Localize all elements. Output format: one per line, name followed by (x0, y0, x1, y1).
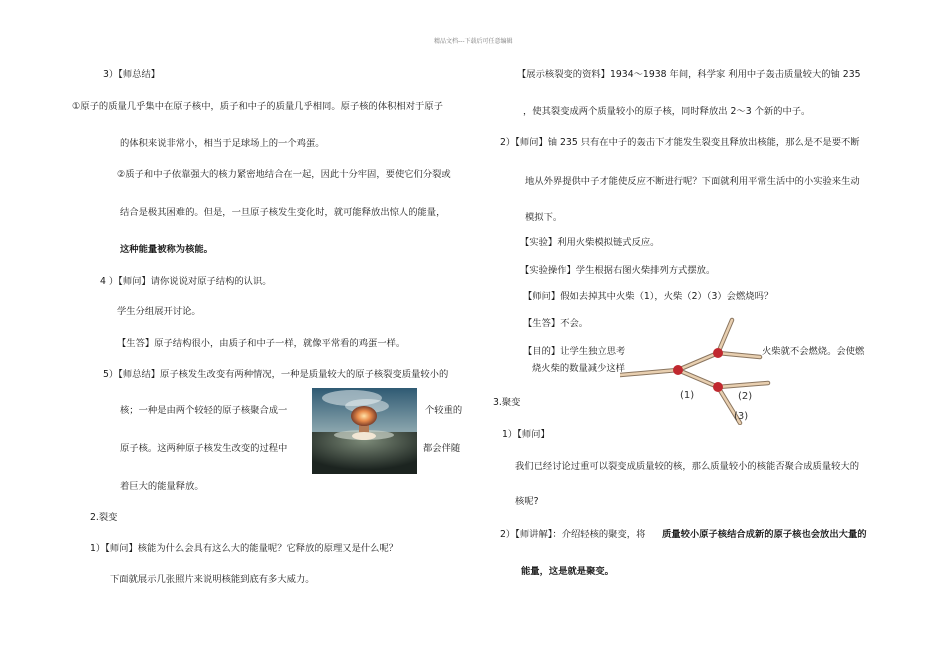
explanation-line-bold: 质量较小原子核结合成新的原子核也会放出大量的 (662, 529, 867, 540)
nuclear-explosion-photo (312, 388, 417, 474)
match-chain-figure (620, 310, 890, 429)
paragraph-line: ②质子和中子依靠强大的核力紧密地结合在一起，因此十分牢固，要使它们分裂或 (117, 169, 451, 180)
paragraph-line: 我们已经讨论过重可以裂变成质量较的核，那么质量较小的核能否聚合成质量较大的 (515, 461, 859, 472)
paragraph-line: 模拟下。 (525, 212, 563, 223)
paragraph-line: 核呢? (515, 496, 539, 507)
question-line: 4 ）【师问】请你说说对原子结构的认识。 (100, 276, 272, 287)
purpose-line: 【目的】让学生独立思考 (523, 346, 626, 357)
paragraph-line: 地从外界提供中子才能使反应不断进行呢？下面就利用平常生活中的小实验来生动 (525, 176, 860, 187)
paragraph-line: 个较重的 (425, 405, 463, 416)
experiment-step-line: 【实验操作】学生根据右图火柴排列方式摆放。 (520, 265, 716, 276)
answer-line: 【生答】原子结构很小，由质子和中子一样，就像平常看的鸡蛋一样。 (117, 338, 406, 349)
section-heading-fusion: 3.聚变 (493, 397, 521, 408)
fusion-definition: 能量，这是就是聚变。 (521, 566, 614, 577)
question-line: 【师问】假如去掉其中火柴（1），火柴（2）（3）会燃烧吗？ (523, 291, 774, 302)
paragraph-line: 学生分组展开讨论。 (117, 306, 201, 317)
paragraph-line: 下面就展示几张照片来说明核能到底有多大威力。 (110, 574, 315, 585)
question-line: 1）【师问】 (502, 429, 550, 440)
section-heading-fission: 2.裂变 (90, 512, 118, 523)
fission-data-line: 【展示核裂变的资料】1934～1938 年间，科学家 利用中子轰击质量较大的铀 235 (517, 69, 861, 80)
page-header: 精品文档---下载后可任意编辑 (434, 38, 513, 45)
match-label: (3) (734, 411, 749, 422)
question-line: 2）【师问】铀 235 只有在中子的轰击下才能发生裂变且释放出核能，那么是不是要不断 (500, 137, 860, 148)
nuclear-energy-definition: 这种能量被称为核能。 (120, 244, 213, 255)
paragraph-line: 结合是极其困难的。但是，一旦原子核发生变化时，就可能释放出惊人的能量， (120, 207, 446, 218)
experiment-line: 【实验】利用火柴模拟链式反应。 (520, 237, 660, 248)
explanation-line: 2）【师讲解】：介绍轻核的聚变，将 (500, 529, 646, 540)
paragraph-line: 核；一种是由两个较轻的原子核聚合成一 (120, 405, 288, 416)
answer-line: 【生答】不会。 (523, 318, 589, 329)
match-label: (2) (738, 391, 753, 402)
paragraph-line: 都会伴随 (423, 443, 461, 454)
match-label: (1) (680, 390, 695, 401)
paragraph-line: 着巨大的能量释放。 (120, 481, 204, 492)
paragraph-line: 烧火柴的数量减少这样 (532, 363, 625, 374)
paragraph-line: ①原子的质量几乎集中在原子核中，质子和中子的质量几乎相同。原子核的体积相对于原子 (72, 101, 443, 112)
paragraph-line: 原子核。这两种原子核发生改变的过程中 (120, 443, 288, 454)
paragraph-line: 的体积来说非常小，相当于足球场上的一个鸡蛋。 (120, 138, 325, 149)
summary-line: 5）【师总结】原子核发生改变有两种情况，一种是质量较大的原子核裂变质量较小的 (103, 369, 449, 380)
purpose-line: 火柴就不会燃烧。会使燃 (762, 346, 865, 357)
paragraph-line: ，使其裂变成两个质量较小的原子核，同时释放出 2～3 个新的中子。 (523, 106, 811, 117)
question-line: 1）【师问】核能为什么会具有这么大的能量呢？它释放的原理又是什么呢？ (90, 543, 399, 554)
summary-heading: 3）【师总结】 (103, 69, 161, 80)
